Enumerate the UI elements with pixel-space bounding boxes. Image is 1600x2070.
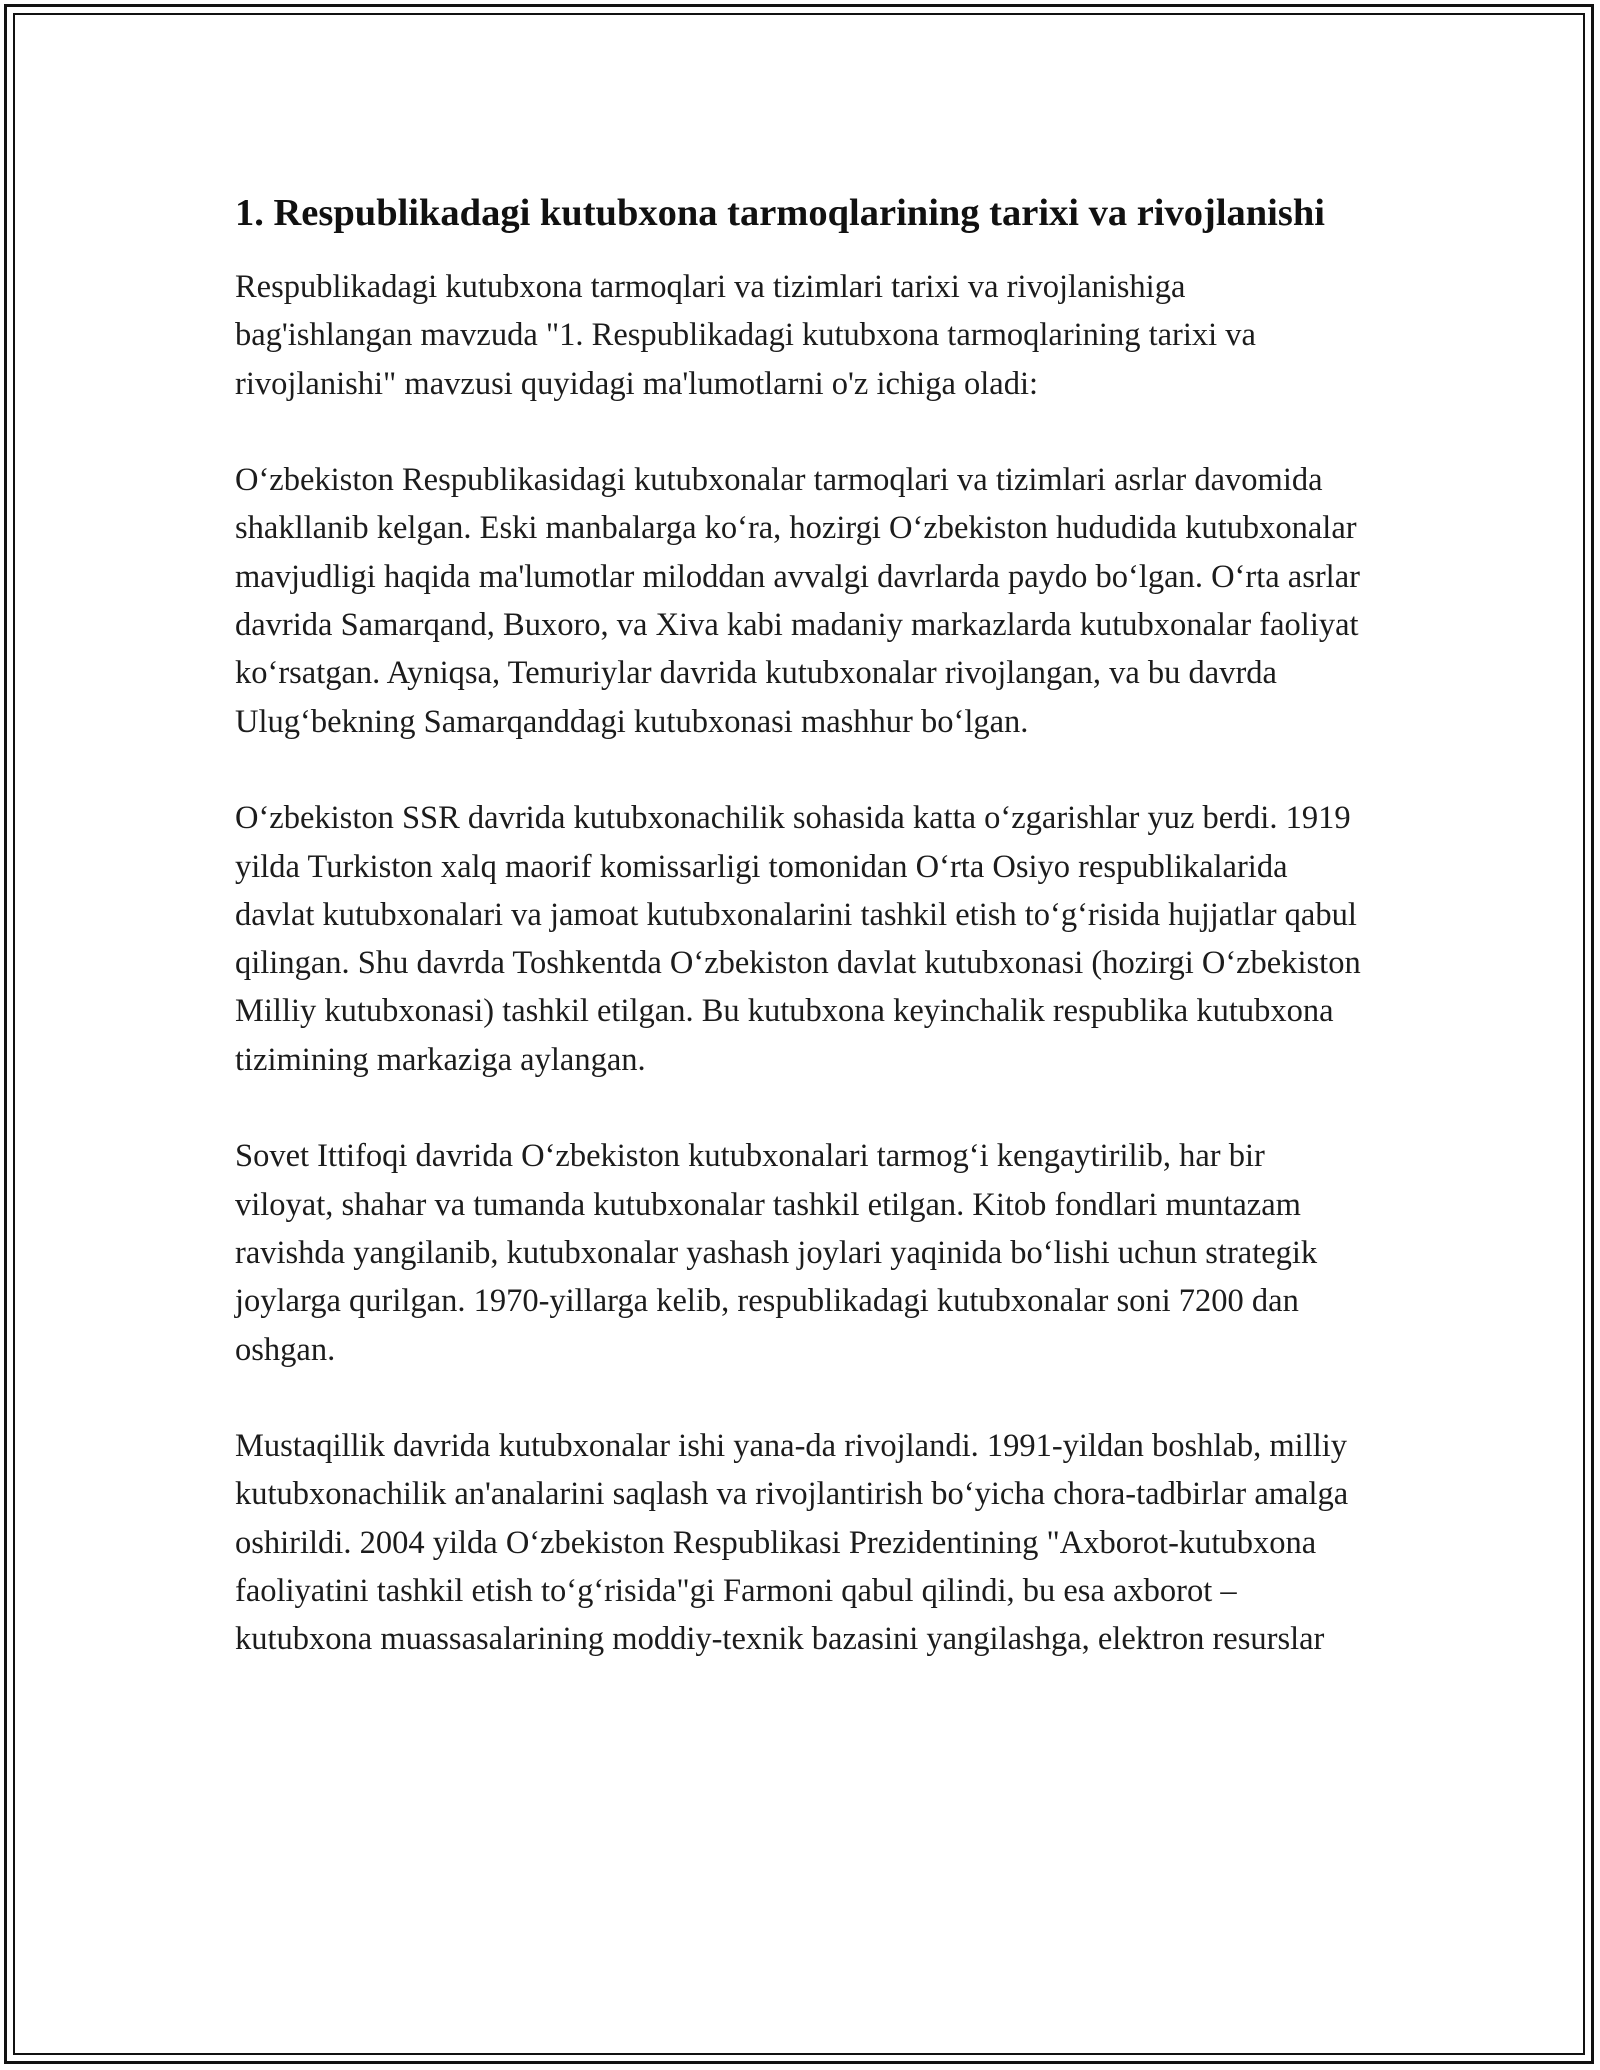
document-body <box>235 186 1370 1712</box>
paragraph-soviet-period: Sovet Ittifoqi davrida O‘zbekiston kutubxonalari tarmog‘i kengaytirilib, har bir viloyat, shahar va tumanda kutubxonalar tashkil etilgan. Kitob fondlari muntazam ravishda yangilanib, kutubxonalar yashash joylari yaqinida bo‘lishi uchun strategik joylarga qurilgan. 1970-yillarga kelib, respublikadagi kutubxonalar soni 7200 dan oshgan. <box>235 1138 1318 1368</box>
paragraph-independence-period: Mustaqillik davrida kutubxonalar ishi yana-da rivojlandi. 1991-yildan boshlab, milliy kutubxonachilik an'analarini saqlash va rivojlantirish bo‘yicha chora-tadbirlar amalga oshirildi. 2004 yilda O‘zbekiston Respublikasi Prezidentining "Axborot-kutubxona faoliyatini tashkil etish to‘g‘risida"gi Farmoni qabul qilindi, bu esa axborot – kutubxona muassasalarining moddiy-texnik bazasini yangilashga, elektron resurslar <box>235 1428 1349 1658</box>
document-title: 1. Respublikadagi kutubxona tarmoqlarining tarixi va rivojlanishi <box>235 192 1325 234</box>
paragraph-intro: Respublikadagi kutubxona tarmoqlari va tizimlari tarixi va rivojlanishiga bag'ishlangan mavzuda "1. Respublikadagi kutubxona tarmoqlarining tarixi va rivojlanishi" mavzusi quyidagi ma'lumotlarni o'z ichiga oladi: <box>235 269 1256 402</box>
paragraph-ancient-history: O‘zbekiston Respublikasidagi kutubxonalar tarmoqlari va tizimlari asrlar davomida shakllanib kelgan. Eski manbalarga ko‘ra, hozirgi O‘zbekiston hududida kutubxonalar mavjudligi haqida ma'lumotlar miloddan avvalgi davrlarda paydo bo‘lgan. O‘rta asrlar davrida Samarqand, Buxoro, va Xiva kabi madaniy markazlarda kutubxonalar faoliyat ko‘rsatgan. Ayniqsa, Temuriylar davrida kutubxonalar rivojlangan, va bu davrda Ulug‘bekning Samarqanddagi kutubxonasi mashhur bo‘lgan. <box>235 462 1360 740</box>
paragraph-ssr-period: O‘zbekiston SSR davrida kutubxonachilik sohasida katta o‘zgarishlar yuz berdi. 1919 yilda Turkiston xalq maorif komissarligi tomonidan O‘rta Osiyo respublikalarida davlat kutubxonalari va jamoat kutubxonalarini tashkil etish to‘g‘risida hujjatlar qabul qilingan. Shu davrda Toshkentda O‘zbekiston davlat kutubxonasi (hozirgi O‘zbekiston Milliy kutubxonasi) tashkil etilgan. Bu kutubxona keyinchalik respublika kutubxona tizimining markaziga aylangan. <box>235 800 1361 1078</box>
